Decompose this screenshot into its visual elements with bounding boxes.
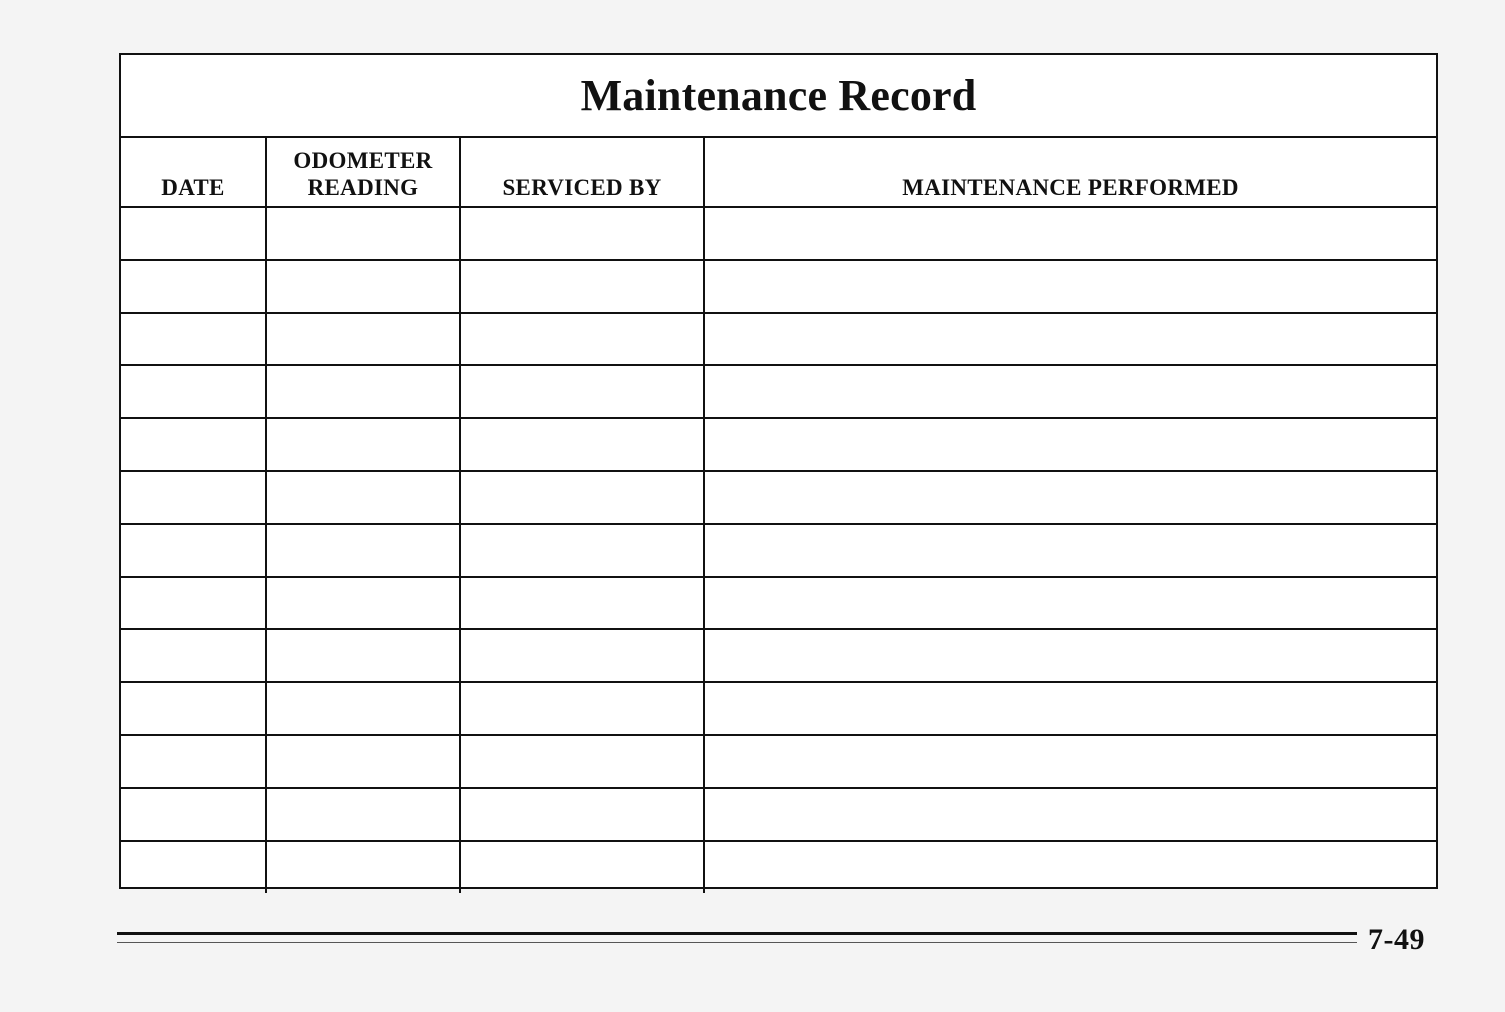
record-rows	[121, 207, 1436, 893]
table-row	[121, 471, 1436, 524]
table-row	[121, 682, 1436, 735]
maintenance-performed-cell[interactable]	[704, 577, 1436, 630]
odometer-reading-cell[interactable]	[266, 313, 460, 366]
maintenance-performed-cell[interactable]	[704, 735, 1436, 788]
maintenance-record-form	[119, 53, 1438, 889]
column-header-odometer-line1: ODOMETER	[293, 148, 433, 173]
column-header-date	[121, 136, 266, 207]
table-row	[121, 841, 1436, 894]
column-header-serviced-by	[460, 136, 704, 207]
serviced-by-cell[interactable]	[460, 788, 704, 841]
odometer-reading-cell[interactable]	[266, 418, 460, 471]
maintenance-performed-cell[interactable]	[704, 629, 1436, 682]
date-cell[interactable]	[121, 629, 266, 682]
date-cell[interactable]	[121, 841, 266, 894]
maintenance-performed-cell[interactable]	[704, 313, 1436, 366]
column-header-maintenance-performed	[704, 136, 1436, 207]
date-cell[interactable]	[121, 418, 266, 471]
serviced-by-cell[interactable]	[460, 629, 704, 682]
date-cell[interactable]	[121, 207, 266, 260]
odometer-reading-cell[interactable]	[266, 629, 460, 682]
serviced-by-cell[interactable]	[460, 365, 704, 418]
table-header-row	[121, 136, 1436, 207]
odometer-reading-cell[interactable]	[266, 365, 460, 418]
date-cell[interactable]	[121, 471, 266, 524]
table-row	[121, 629, 1436, 682]
serviced-by-cell[interactable]	[460, 313, 704, 366]
date-cell[interactable]	[121, 788, 266, 841]
maintenance-performed-cell[interactable]	[704, 841, 1436, 894]
maintenance-performed-cell[interactable]	[704, 471, 1436, 524]
page-title: Maintenance Record	[121, 55, 1436, 138]
odometer-reading-cell[interactable]	[266, 207, 460, 260]
serviced-by-cell[interactable]	[460, 841, 704, 894]
odometer-reading-cell[interactable]	[266, 682, 460, 735]
date-cell[interactable]	[121, 260, 266, 313]
serviced-by-cell[interactable]	[460, 260, 704, 313]
date-cell[interactable]	[121, 577, 266, 630]
column-header-odometer-reading	[266, 136, 460, 207]
maintenance-performed-cell[interactable]	[704, 365, 1436, 418]
table-row	[121, 365, 1436, 418]
table-row	[121, 788, 1436, 841]
serviced-by-cell[interactable]	[460, 577, 704, 630]
column-header-serviced-line2: SERVICED BY	[502, 175, 662, 200]
serviced-by-cell[interactable]	[460, 207, 704, 260]
page-number: 7-49	[1368, 923, 1425, 956]
date-cell[interactable]	[121, 682, 266, 735]
date-cell[interactable]	[121, 735, 266, 788]
serviced-by-cell[interactable]	[460, 682, 704, 735]
maintenance-performed-cell[interactable]	[704, 788, 1436, 841]
footer-rule-thin	[117, 942, 1357, 943]
serviced-by-cell[interactable]	[460, 471, 704, 524]
serviced-by-cell[interactable]	[460, 735, 704, 788]
serviced-by-cell[interactable]	[460, 524, 704, 577]
odometer-reading-cell[interactable]	[266, 735, 460, 788]
column-header-maintenance-line2: MAINTENANCE PERFORMED	[902, 175, 1239, 200]
table-row	[121, 418, 1436, 471]
date-cell[interactable]	[121, 524, 266, 577]
maintenance-record-table	[121, 136, 1436, 893]
odometer-reading-cell[interactable]	[266, 577, 460, 630]
maintenance-performed-cell[interactable]	[704, 524, 1436, 577]
column-header-date-line2: DATE	[161, 175, 225, 200]
maintenance-performed-cell[interactable]	[704, 682, 1436, 735]
table-row	[121, 524, 1436, 577]
table-row	[121, 260, 1436, 313]
footer-rule-thick	[117, 932, 1357, 935]
column-header-odometer-line2: READING	[307, 175, 419, 200]
footer-rule	[117, 932, 1357, 952]
odometer-reading-cell[interactable]	[266, 841, 460, 894]
maintenance-performed-cell[interactable]	[704, 207, 1436, 260]
table-row	[121, 313, 1436, 366]
maintenance-performed-cell[interactable]	[704, 260, 1436, 313]
odometer-reading-cell[interactable]	[266, 471, 460, 524]
maintenance-performed-cell[interactable]	[704, 418, 1436, 471]
odometer-reading-cell[interactable]	[266, 788, 460, 841]
table-row	[121, 207, 1436, 260]
date-cell[interactable]	[121, 313, 266, 366]
serviced-by-cell[interactable]	[460, 418, 704, 471]
date-cell[interactable]	[121, 365, 266, 418]
table-row	[121, 577, 1436, 630]
odometer-reading-cell[interactable]	[266, 260, 460, 313]
table-row	[121, 735, 1436, 788]
odometer-reading-cell[interactable]	[266, 524, 460, 577]
